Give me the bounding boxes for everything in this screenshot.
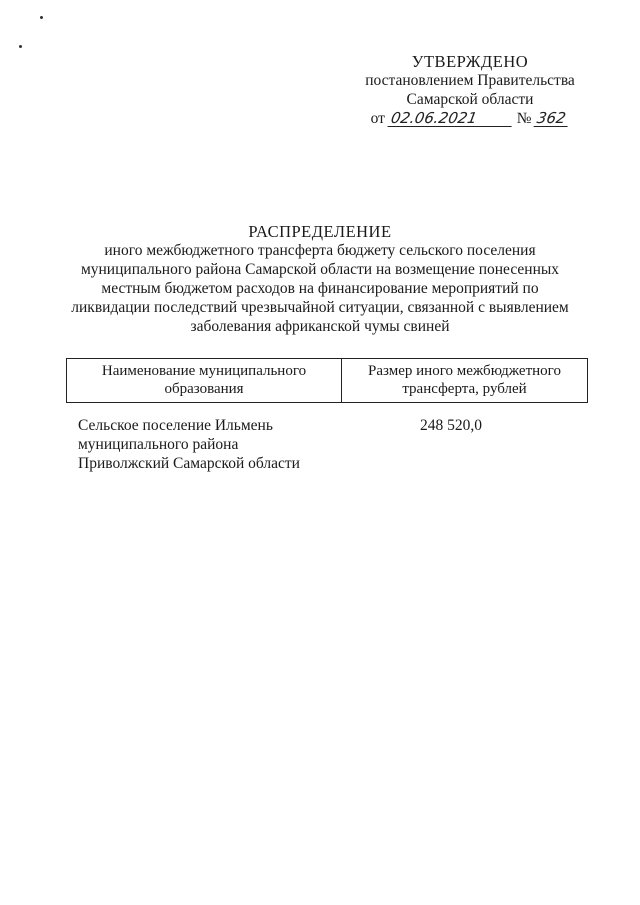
approval-heading: УТВЕРЖДЕНО xyxy=(411,52,529,71)
column-header-name: Наименование муниципального образования xyxy=(67,359,342,403)
column-header-amount: Размер иного межбюджетного трансферта, рублей xyxy=(342,359,588,403)
table-header xyxy=(66,358,588,403)
title-line: иного межбюджетного трансферта бюджету сельского поселения xyxy=(104,242,536,259)
handwritten-date: 02.06.2021 xyxy=(387,110,514,127)
approval-line-1: постановлением Правительства xyxy=(365,72,575,89)
document-title: РАСПРЕДЕЛЕНИЕ xyxy=(248,222,392,241)
title-line: местным бюджетом расходов на финансирование мероприятий по xyxy=(101,280,539,297)
table-row-municipality-name: Сельское поселение Ильмень муниципального района Приволжский Самарской области xyxy=(78,417,300,472)
scan-speck xyxy=(19,45,22,48)
title-line: ликвидации последствий чрезвычайной ситуации, связанной с выявлением xyxy=(71,299,569,316)
number-prefix: № xyxy=(516,110,532,127)
approval-line-2: Самарской области xyxy=(406,91,534,108)
handwritten-number: 362 xyxy=(534,110,571,127)
approval-stamp-block xyxy=(350,52,590,128)
scan-speck xyxy=(40,16,43,19)
document-title-block xyxy=(60,222,580,336)
title-line: муниципального района Самарской области на возмещение понесенных xyxy=(80,261,560,278)
table-header-row xyxy=(67,359,588,403)
title-line: заболевания африканской чумы свиней xyxy=(190,318,450,335)
approval-date-line xyxy=(371,109,570,128)
date-prefix: от xyxy=(370,110,385,127)
table-row-amount: 248 520,0 xyxy=(420,417,482,434)
